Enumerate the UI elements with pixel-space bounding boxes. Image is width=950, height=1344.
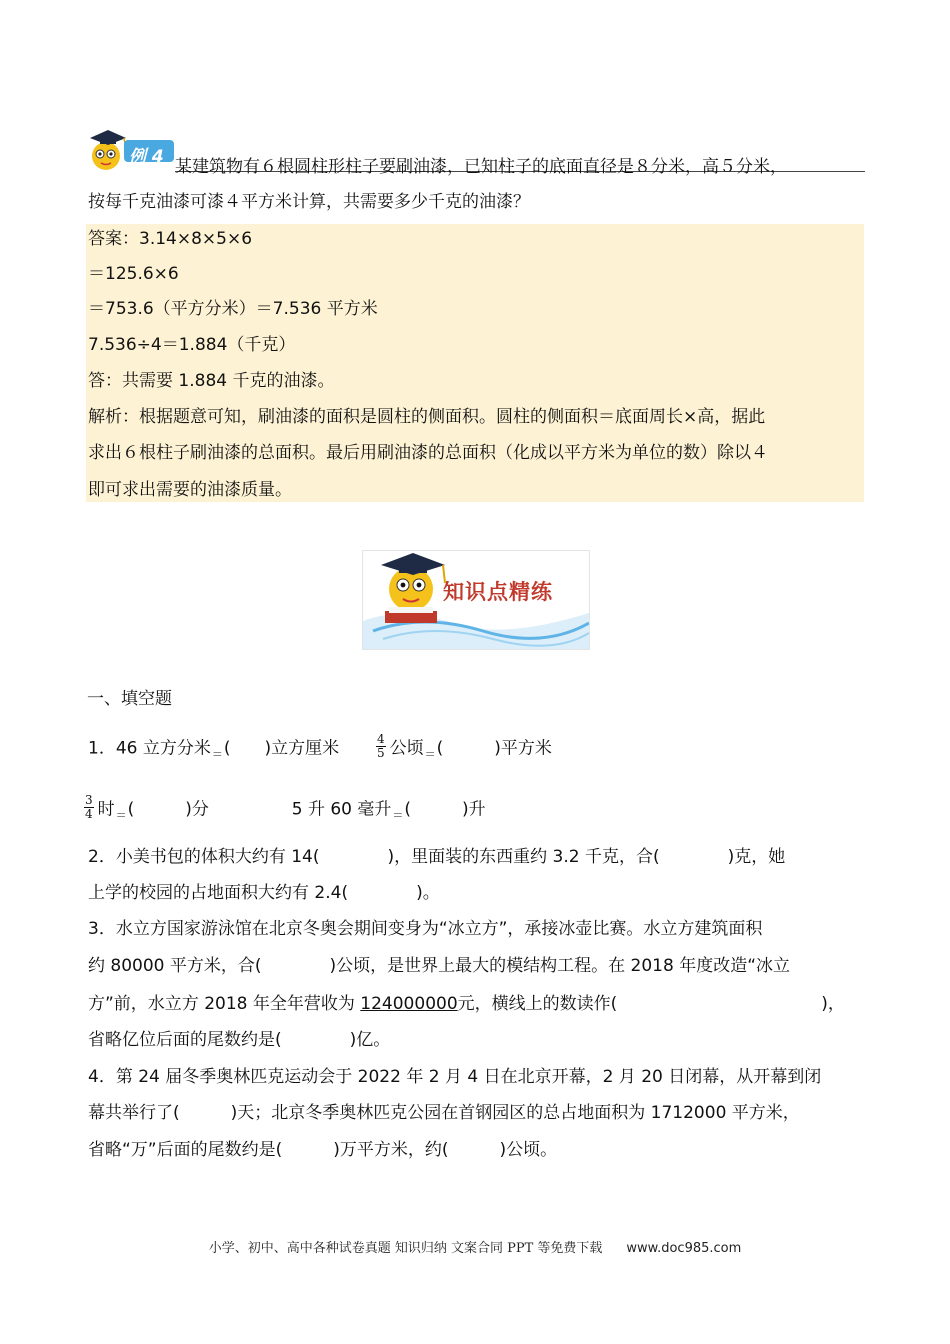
analysis-line: 解析：根据题意可知，刷油漆的面积是圆柱的侧面积。圆柱的侧面积＝底面周长×高，据此	[88, 407, 766, 427]
underlined-number: 124000000	[360, 994, 458, 1014]
q3-line-3-post: 元，横线上的数读作( )，	[457, 994, 845, 1014]
answer-line: ＝125.6×6	[88, 264, 179, 284]
question-3-line-1: 3．水立方国家游泳馆在北京冬奥会期间变身为“冰立方”，承接冰壶比赛。水立方建筑面积	[88, 919, 763, 939]
equals-sign: ＝	[115, 808, 127, 822]
answer-line: 答案：3.14×8×5×6	[88, 229, 253, 249]
example-question-line-1: 某建筑物有６根圆柱形柱子要刷油漆，已知柱子的底面直径是８分米，高５分米，	[175, 157, 787, 177]
answer-blank[interactable]: ( )	[436, 738, 501, 759]
question-2-line-2: 上学的校园的占地面积大约有 2.4( )。	[88, 883, 440, 903]
example-question-line-2: 按每千克油漆可漆４平方米计算，共需要多少千克的油漆？	[88, 192, 530, 212]
question-1-row-2	[84, 793, 486, 827]
q1-part-d-target: 升	[468, 799, 486, 820]
equals-sign: ＝	[424, 747, 436, 761]
question-3-line-2: 约 80000 平方米，合( )公顷，是世界上最大的模结构工程。在 2018 年度改造“冰立	[88, 956, 791, 976]
q3-line-3-pre: 方”前，水立方 2018 年全年营收为	[88, 994, 361, 1014]
q1-part-d-lead: 5 升 60 毫升	[291, 799, 392, 820]
equals-sign: ＝	[211, 747, 223, 761]
knowledge-banner	[362, 550, 590, 650]
q1-part-a-unit: 立方厘米	[271, 738, 340, 759]
fraction: $\frac{3}{4}$	[85, 793, 93, 821]
answer-line: ＝753.6（平方分米）＝7.536 平方米	[88, 299, 378, 319]
question-4-line-1: 4．第 24 届冬季奥林匹克运动会于 2022 年 2 月 4 日在北京开幕，2 月 20 日闭幕，从开幕到闭	[88, 1067, 822, 1087]
question-4-line-3: 省略“万”后面的尾数约是( )万平方米，约( )公顷。	[88, 1140, 558, 1160]
banner-title: 知识点精练	[443, 580, 553, 604]
answer-blank[interactable]: ( )	[223, 738, 272, 759]
analysis-line: 即可求出需要的油漆质量。	[88, 480, 292, 500]
q1-part-b-unit: 公顷	[389, 738, 424, 759]
q1-part-b-target: 平方米	[500, 738, 552, 759]
question-number: 1．	[88, 738, 116, 759]
analysis-line: 求出６根柱子刷油漆的总面积。最后用刷油漆的总面积（化成以平方米为单位的数）除以４	[88, 443, 768, 463]
page-footer	[0, 1237, 950, 1256]
answer-blank[interactable]: ( )	[404, 799, 469, 820]
question-3-line-4: 省略亿位后面的尾数约是( )亿。	[88, 1030, 391, 1050]
answer-line: 答：共需要 1.884 千克的油漆。	[88, 371, 335, 391]
q1-part-c-target: 分	[191, 799, 209, 820]
example-badge-label: 例 4	[129, 147, 164, 167]
footer-text: 小学、初中、高中各种试卷真题 知识归纳 文案合同 PPT 等免费下载	[208, 1241, 603, 1256]
fraction: $\frac{4}{5}$	[376, 732, 385, 760]
footer-site[interactable]: www.doc985.com	[626, 1241, 742, 1256]
question-1-row-1	[88, 732, 552, 766]
section-title: 一、填空题	[87, 689, 172, 709]
q1-part-a-lead: 46 立方分米	[115, 738, 211, 759]
question-3-line-3	[88, 993, 845, 1015]
q1-part-c-unit: 时	[97, 799, 115, 820]
question-2-line-1: 2．小美书包的体积大约有 14( )，里面装的东西重约 3.2 千克，合( )克，她	[88, 847, 786, 867]
answer-blank[interactable]: ( )	[127, 799, 192, 820]
equals-sign: ＝	[392, 808, 404, 822]
answer-line: 7.536÷4＝1.884（千克）	[88, 335, 296, 355]
question-4-line-2: 幕共举行了( )天；北京冬季奥林匹克公园在首钢园区的总占地面积为 1712000 平方米，	[88, 1103, 800, 1123]
